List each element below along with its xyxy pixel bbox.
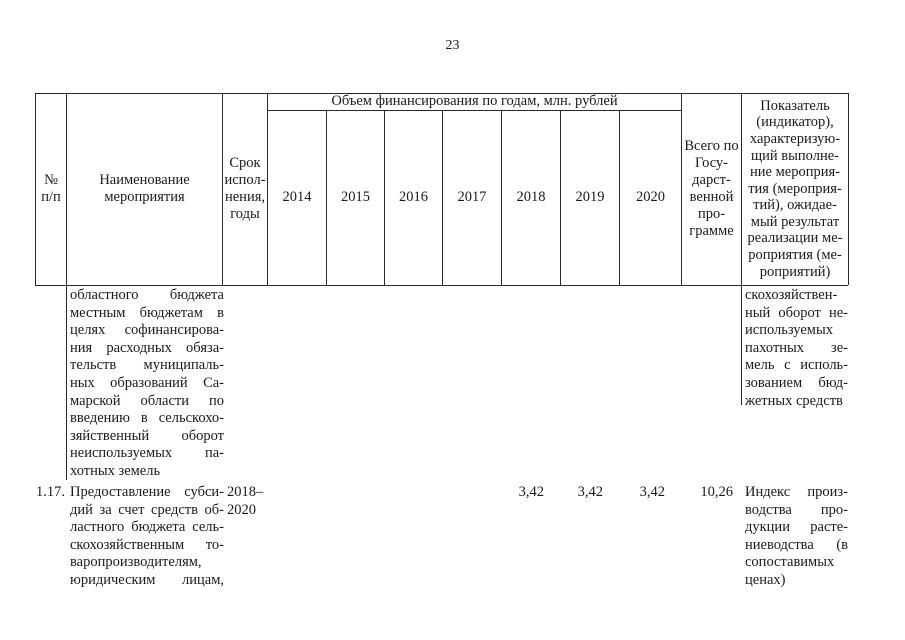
text-line: используемых	[745, 322, 833, 339]
text-line: скохозяйственным то-	[70, 536, 224, 553]
text-line: целях софинансирова-	[70, 322, 224, 339]
header-indicator: Показатель (индикатор), характеризую- щий выполне- ние мероприя- тия (мероприя- тий), ожидае- мый результат реализации ме- роприятия (ме- роприятий)	[747, 97, 843, 280]
text-line: неиспользуемых па-	[70, 445, 224, 462]
page-number: 23	[445, 38, 460, 53]
header-year-2015: 2015	[341, 189, 370, 205]
row-number: 1.17.	[36, 484, 65, 500]
text-line: варопроизводителям,	[70, 554, 202, 571]
text-line: ниеводства (в	[745, 536, 848, 553]
row-117-total: 10,26	[700, 484, 733, 500]
header-term: Срок испол- нения, годы	[224, 155, 266, 222]
row-117-value-2020: 3,42	[639, 484, 665, 500]
text-line: сопоставимых	[745, 554, 835, 571]
text-line: дукции расте-	[745, 519, 848, 536]
text-line: зованием бюд-	[745, 374, 848, 391]
header-bottom-border	[35, 285, 848, 286]
text-line: водства про-	[745, 501, 848, 518]
text-line: 2018–	[227, 484, 264, 500]
text-line: ластного бюджета сель-	[70, 519, 224, 536]
text-line: Предоставление субси-	[70, 484, 224, 500]
text-line: юридическим лицам,	[70, 571, 224, 588]
text-line: хотных земель	[70, 462, 161, 479]
text-line: дий за счет средств об-	[70, 501, 224, 518]
header-year-2014: 2014	[282, 189, 312, 205]
text-line: жетных средств	[745, 392, 843, 409]
header-financing-title: Объем финансирования по годам, млн. рублей	[331, 93, 618, 109]
table-right-border	[848, 93, 849, 285]
body-col-divider-num	[66, 285, 67, 480]
text-line: введению в сельскохо-	[70, 410, 224, 427]
row-117-term	[227, 484, 271, 519]
header-name: Наименование мероприятия	[99, 172, 190, 205]
text-line: тельств муниципаль-	[70, 357, 224, 374]
text-line: местным бюджетам в	[70, 304, 224, 321]
header-total: Всего по Госу- дарст- венной про- грамме	[684, 138, 739, 239]
text-line: скохозяйствен-	[745, 287, 838, 303]
header-year-2019: 2019	[575, 189, 605, 205]
row-117-indicator	[745, 484, 848, 590]
text-line: Индекс произ-	[745, 484, 848, 500]
row-117-num	[36, 484, 68, 502]
row-117-value-2018: 3,42	[518, 484, 544, 500]
row-117-name	[70, 484, 224, 590]
text-line: зяйственный оборот	[70, 427, 224, 444]
body-col-divider-total	[741, 285, 742, 405]
text-line: 2020	[227, 501, 256, 518]
text-line: пахотных зе-	[745, 339, 848, 356]
header-year-2018: 2018	[516, 189, 546, 205]
text-line: ценах)	[745, 571, 786, 588]
header-year-2016: 2016	[399, 189, 428, 205]
continued-row-name	[70, 287, 224, 481]
header-num: № п/п	[41, 172, 61, 205]
text-line: областного бюджета	[70, 287, 224, 303]
text-line: мель с исполь-	[745, 357, 848, 374]
text-line: ния расходных обяза-	[70, 339, 224, 356]
text-line: ных образований Са-	[70, 374, 224, 391]
row-117-value-2019: 3,42	[577, 484, 603, 500]
header-year-2020: 2020	[636, 189, 665, 205]
continued-row-indicator	[745, 287, 848, 410]
text-line: марской области по	[70, 392, 224, 409]
text-line: ный оборот не-	[745, 304, 848, 321]
header-year-2017: 2017	[457, 189, 487, 205]
